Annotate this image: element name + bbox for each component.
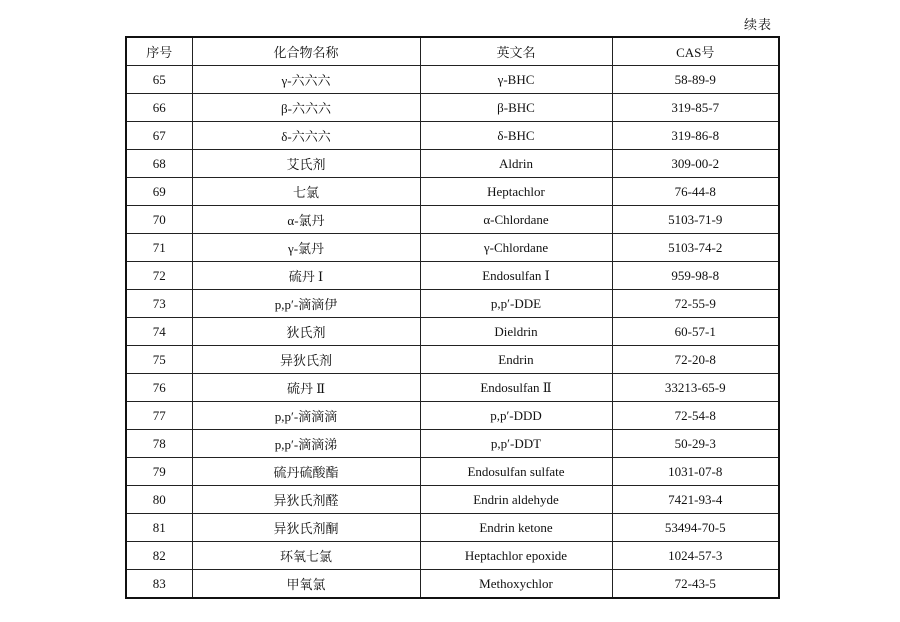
table-row [126,318,779,346]
cell-serial-number: 75 [126,346,192,374]
cell-compound-name: 异狄氏剂酮 [192,514,420,542]
cell-compound-name: β-六六六 [192,94,420,122]
cell-english-name: p,p′-DDD [420,402,612,430]
table-row [126,542,779,570]
cell-compound-name: γ-氯丹 [192,234,420,262]
table-row [126,234,779,262]
cell-serial-number: 74 [126,318,192,346]
cell-compound-name: 硫丹 Ⅱ [192,374,420,402]
table-row [126,402,779,430]
table-header [126,37,779,66]
table-row [126,66,779,94]
table-row [126,374,779,402]
cell-serial-number: 77 [126,402,192,430]
cell-compound-name: 艾氏剂 [192,150,420,178]
cell-cas-number: 309-00-2 [612,150,779,178]
cell-english-name: Heptachlor epoxide [420,542,612,570]
table-row [126,122,779,150]
table-row [126,262,779,290]
cell-cas-number: 72-20-8 [612,346,779,374]
cell-compound-name: 异狄氏剂醛 [192,486,420,514]
cell-compound-name: 环氧七氯 [192,542,420,570]
cell-serial-number: 66 [126,94,192,122]
cell-compound-name: 硫丹 Ⅰ [192,262,420,290]
table-row [126,570,779,599]
table-row [126,346,779,374]
cell-english-name: Endosulfan Ⅱ [420,374,612,402]
cell-english-name: p,p′-DDE [420,290,612,318]
cell-serial-number: 69 [126,178,192,206]
cell-cas-number: 60-57-1 [612,318,779,346]
table-row [126,430,779,458]
cell-compound-name: 异狄氏剂 [192,346,420,374]
cell-cas-number: 72-55-9 [612,290,779,318]
cell-serial-number: 68 [126,150,192,178]
cell-english-name: Heptachlor [420,178,612,206]
cell-english-name: δ-BHC [420,122,612,150]
cell-compound-name: p,p′-滴滴涕 [192,430,420,458]
cell-compound-name: p,p′-滴滴滴 [192,402,420,430]
cell-serial-number: 78 [126,430,192,458]
cell-compound-name: 甲氧氯 [192,570,420,599]
cell-english-name: Endosulfan sulfate [420,458,612,486]
header-compound-name: 化合物名称 [192,37,420,66]
cell-english-name: Methoxychlor [420,570,612,599]
cell-cas-number: 1031-07-8 [612,458,779,486]
cell-english-name: p,p′-DDT [420,430,612,458]
cell-cas-number: 5103-71-9 [612,206,779,234]
cell-english-name: α-Chlordane [420,206,612,234]
cell-serial-number: 67 [126,122,192,150]
table-row [126,94,779,122]
cell-cas-number: 72-43-5 [612,570,779,599]
cell-english-name: Endosulfan Ⅰ [420,262,612,290]
cell-cas-number: 72-54-8 [612,402,779,430]
cell-compound-name: δ-六六六 [192,122,420,150]
cell-serial-number: 83 [126,570,192,599]
cell-serial-number: 81 [126,514,192,542]
table-row [126,178,779,206]
cell-cas-number: 53494-70-5 [612,514,779,542]
cell-english-name: γ-BHC [420,66,612,94]
cell-cas-number: 58-89-9 [612,66,779,94]
table-row [126,486,779,514]
cell-english-name: Endrin aldehyde [420,486,612,514]
table-row [126,514,779,542]
header-serial-number: 序号 [126,37,192,66]
cell-serial-number: 65 [126,66,192,94]
cell-compound-name: 硫丹硫酸酯 [192,458,420,486]
header-row [126,37,779,66]
cell-cas-number: 50-29-3 [612,430,779,458]
cell-english-name: Aldrin [420,150,612,178]
table-caption: 续表 [743,17,772,32]
cell-cas-number: 7421-93-4 [612,486,779,514]
cell-cas-number: 319-85-7 [612,94,779,122]
cell-compound-name: γ-六六六 [192,66,420,94]
cell-cas-number: 76-44-8 [612,178,779,206]
cell-cas-number: 319-86-8 [612,122,779,150]
cell-english-name: Dieldrin [420,318,612,346]
cell-serial-number: 73 [126,290,192,318]
cell-serial-number: 80 [126,486,192,514]
cell-english-name: Endrin [420,346,612,374]
cell-english-name: γ-Chlordane [420,234,612,262]
compound-table-container [125,36,778,599]
cell-cas-number: 33213-65-9 [612,374,779,402]
table-row [126,458,779,486]
cell-serial-number: 72 [126,262,192,290]
cell-serial-number: 70 [126,206,192,234]
cell-compound-name: α-氯丹 [192,206,420,234]
cell-english-name: β-BHC [420,94,612,122]
compound-table [125,36,780,599]
cell-serial-number: 82 [126,542,192,570]
table-row [126,206,779,234]
cell-cas-number: 959-98-8 [612,262,779,290]
cell-compound-name: p,p′-滴滴伊 [192,290,420,318]
cell-cas-number: 5103-74-2 [612,234,779,262]
cell-serial-number: 79 [126,458,192,486]
header-english-name: 英文名 [420,37,612,66]
cell-compound-name: 狄氏剂 [192,318,420,346]
cell-serial-number: 71 [126,234,192,262]
header-cas-number: CAS号 [612,37,779,66]
cell-english-name: Endrin ketone [420,514,612,542]
cell-cas-number: 1024-57-3 [612,542,779,570]
cell-compound-name: 七氯 [192,178,420,206]
table-body [126,66,779,599]
cell-serial-number: 76 [126,374,192,402]
table-row [126,150,779,178]
table-row [126,290,779,318]
